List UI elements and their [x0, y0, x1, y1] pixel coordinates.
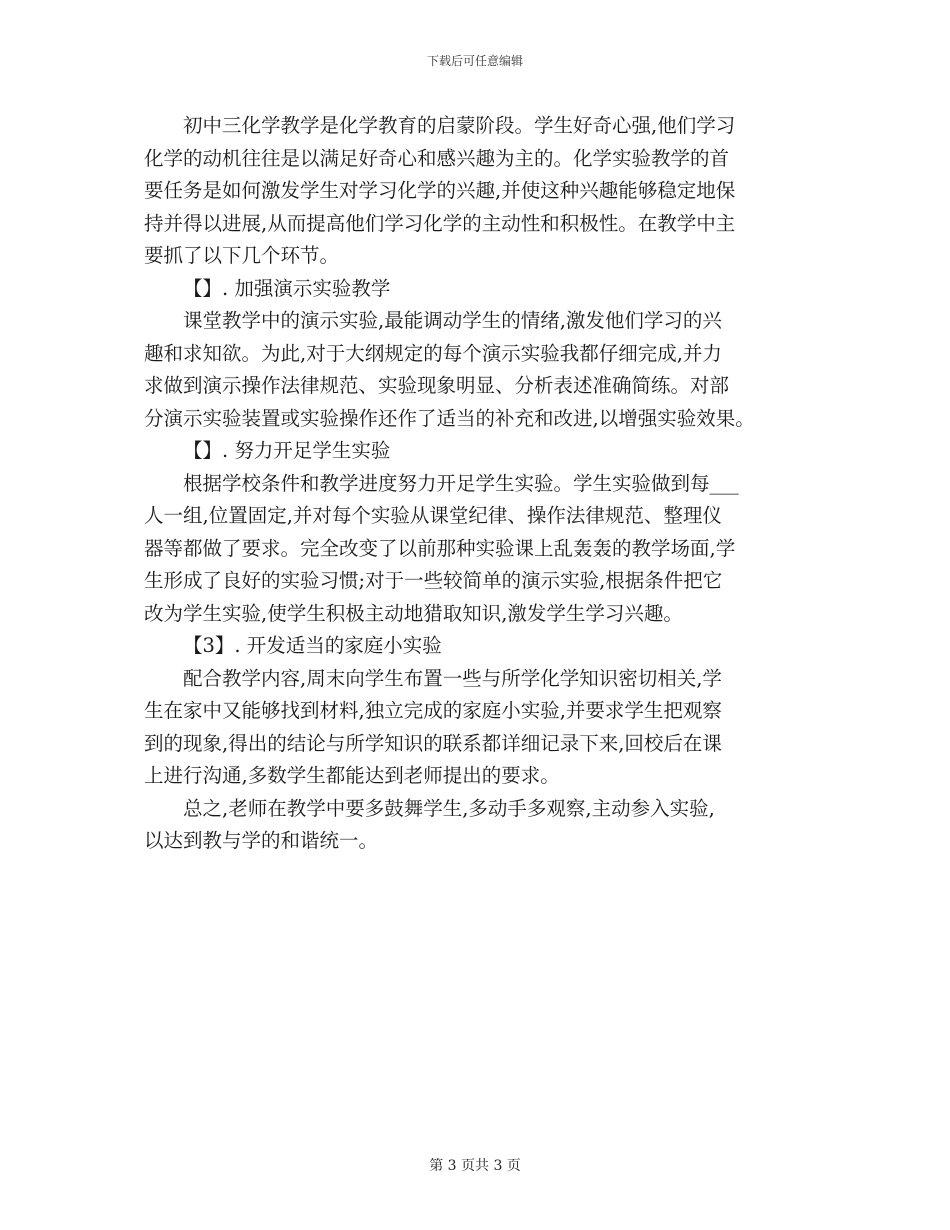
paragraph-line: 化学的动机往往是以满足好奇心和感兴趣为主的。化学实验教学的首 — [144, 146, 730, 170]
paragraph-line: 人一组,位置固定,并对每个实验从课堂纪律、操作法律规范、整理仪 — [144, 504, 722, 527]
section-heading: 【】. 努力开足学生实验 — [183, 439, 391, 462]
paragraph-line: 初中三化学教学是化学教育的启蒙阶段。学生好奇心强,他们学习 — [183, 114, 736, 137]
page-header: 下载后可任意编辑 — [426, 54, 523, 68]
paragraph-line: 求做到演示操作法律规范、实验现象明显、分析表述准确简练。对部 — [144, 374, 730, 397]
paragraph-line: 要任务是如何激发学生对学习化学的兴趣,并使这种兴趣能够稳定地保 — [144, 179, 736, 202]
paragraph-line: 配合教学内容,周末向学生布置一些与所学化学知识密切相关,学 — [183, 666, 722, 690]
paragraph-line: 分演示实验装置或实验操作还作了适当的补充和改进,以增强实验效果。 — [144, 406, 755, 430]
paragraph-line: 生形成了良好的实验习惯;对于一些较简单的演示实验,根据条件把它 — [144, 569, 723, 592]
section-heading: 【3】. 开发适当的家庭小实验 — [183, 634, 442, 657]
paragraph-line: 总之,老师在教学中要多鼓舞学生,多动手多观察,主动参入实验, — [183, 796, 715, 820]
paragraph-line: 改为学生实验,使学生积极主动地猎取知识,激发学生学习兴趣。 — [144, 601, 683, 625]
paragraph-line: 器等都做了要求。完全改变了以前那种实验课上乱轰轰的教学场面,学 — [144, 536, 736, 560]
paragraph-line: 上进行沟通,多数学生都能达到老师提出的要求。 — [144, 764, 560, 787]
paragraph-line: 要抓了以下几个环节。 — [144, 244, 340, 267]
page-number-footer: 第 3 页共 3 页 — [429, 1158, 521, 1174]
paragraph-line: 根据学校条件和教学进度努力开足学生实验。学生实验做到每___ — [183, 471, 739, 495]
paragraph-line: 到的现象,得出的结论与所学知识的联系都详细记录下来,回校后在课 — [144, 731, 722, 755]
paragraph-line: 课堂教学中的演示实验,最能调动学生的情绪,激发他们学习的兴 — [183, 309, 722, 332]
paragraph-line: 持并得以进展,从而提高他们学习化学的主动性和积极性。在教学中主 — [144, 211, 736, 235]
paragraph-line: 趣和求知欲。为此,对于大纲规定的每个演示实验我都仔细完成,并力 — [144, 341, 722, 365]
paragraph-line: 以达到教与学的和谐统一。 — [144, 829, 379, 852]
paragraph-line: 生在家中又能够找到材料,独立完成的家庭小实验,并要求学生把观察 — [144, 699, 722, 722]
section-heading: 【】. 加强演示实验教学 — [183, 276, 391, 300]
document-body — [144, 110, 814, 858]
